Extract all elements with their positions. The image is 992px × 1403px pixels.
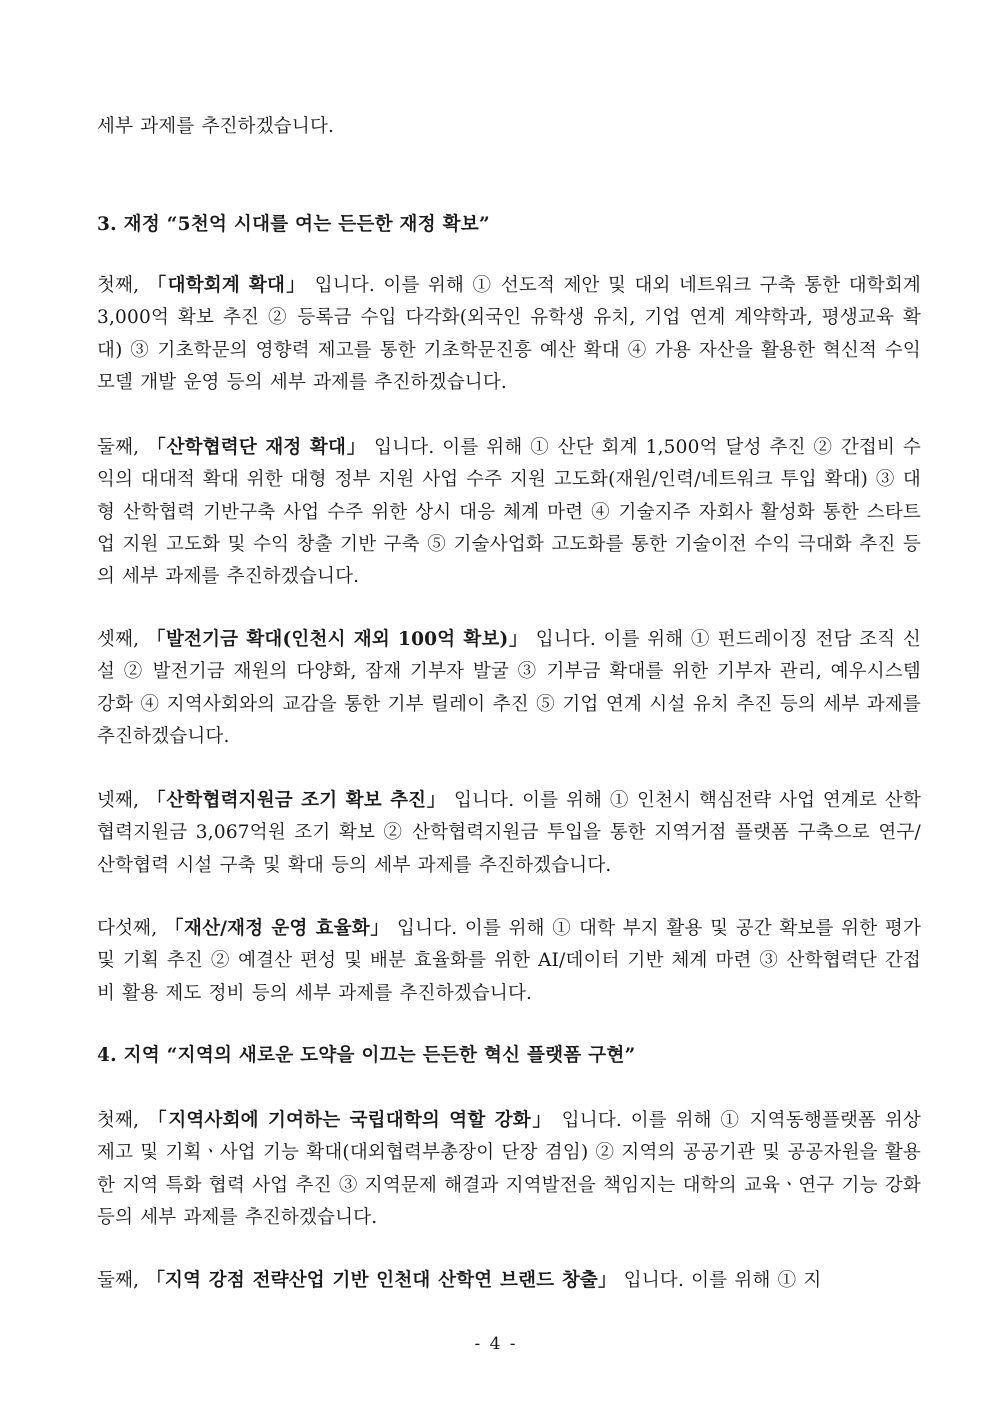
item-body: 입니다. 이를 위해 ① 지 (616, 1270, 822, 1291)
page-number: - 4 - (474, 1334, 518, 1354)
item-body: 입니다. 이를 위해 ① 인천시 핵심전략 사업 연계로 산학협력지원금 3,067억원 조기 확보 ② 산학협력지원금 투입을 통한 지역거점 플랫폼 구축으로 연구/산학협력 시설 구축 및 확대 등의 세부 과제를 추진하겠습니다. (97, 790, 922, 876)
item-body: 입니다. 이를 위해 ① 펀드레이징 전담 조직 신설 ② 발전기금 재원의 다양화, 잠재 기부자 발굴 ③ 기부금 확대를 위한 기부자 관리, 예우시스템 강화 ④ 지역사회와의 교감을 통한 기부 릴레이 추진 ⑤ 기업 연계 시설 유치 추진 등의 세부 과제를 추진하겠습니다. (97, 629, 921, 747)
section-3-item-2 (97, 432, 921, 593)
item-title: 「대학회계 확대」 (147, 275, 307, 296)
item-title: 「산학협력지원금 조기 확보 추진」 (146, 790, 447, 811)
section-4-heading: 4. 지역 “지역의 새로운 도약을 이끄는 든든한 혁신 플랫폼 구현” (97, 1045, 636, 1066)
item-lead: 다섯째, (97, 918, 165, 939)
item-lead: 둘째, (97, 437, 148, 458)
section-3-item-1 (97, 270, 921, 399)
section-4-item-1 (97, 1105, 921, 1234)
item-body: 입니다. 이를 위해 ① 선도적 제안 및 대외 네트워크 구축 통한 대학회계 3,000억 확보 추진 ② 등록금 수입 다각화(외국인 유학생 유치, 기업 연계 계약학과, 평생교육 확대) ③ 기초학문의 영향력 제고를 통한 기초학문진흥 예산 확대 ④ 가용 자산을 활용한 혁신적 수익 모델 개발 운영 등의 세부 과제를 추진하겠습니다. (97, 275, 922, 393)
section-3-item-3 (97, 624, 921, 753)
section-3-item-5 (97, 913, 921, 1010)
item-body: 입니다. 이를 위해 ① 지역동행플랫폼 위상 제고 및 기획ㆍ사업 기능 확대(대외협력부총장이 단장 겸임) ② 지역의 공공기관 및 공공자원을 활용한 지역 특화 협력 사업 추진 ③ 지역문제 해결과 지역발전을 책임지는 대학의 교육ㆍ연구 기능 강화 등의 세부 과제를 추진하겠습니다. (97, 1110, 922, 1228)
item-lead: 둘째, (97, 1270, 147, 1291)
item-title: 「재산/재정 운영 효율화」 (164, 918, 390, 939)
item-body: 입니다. 이를 위해 ① 산단 회계 1,500억 달성 추진 ② 간접비 수익의 대대적 확대 위한 대형 정부 지원 사업 수주 지원 고도화(재원/인력/네트워크 투입 확대) ③ 대형 산학협력 기반구축 사업 수주 위한 상시 대응 체계 마련 ④ 기술지주 자회사 활성화 통한 스타트업 지원 고도화 및 수익 창출 기반 구축 ⑤ 기술사업화 고도화를 통한 기술이전 수익 극대화 추진 등의 세부 과제를 추진하겠습니다. (97, 437, 921, 588)
item-title: 「발전기금 확대(인천시 재외 100억 확보)」 (146, 629, 529, 650)
document-page (97, 0, 921, 1403)
section-4-item-2 (97, 1265, 921, 1297)
item-lead: 셋째, (97, 629, 147, 650)
item-lead: 넷째, (97, 790, 147, 811)
item-lead: 첫째, (97, 1110, 148, 1131)
section-3-heading: 3. 재정 “5천억 시대를 여는 든든한 재정 확보” (97, 214, 490, 235)
intro-paragraph: 세부 과제를 추진하겠습니다. (97, 116, 335, 137)
item-title: 「지역 강점 전략산업 기반 인천대 산학연 브랜드 창출」 (146, 1270, 617, 1291)
item-title: 「지역사회에 기여하는 국립대학의 역할 강화」 (147, 1110, 553, 1131)
item-lead: 첫째, (97, 275, 148, 296)
item-title: 「산학협력단 재정 확대」 (147, 437, 367, 458)
section-3-item-4 (97, 785, 921, 882)
item-body: 입니다. 이를 위해 ① 대학 부지 활용 및 공간 확보를 위한 평가 및 기획 추진 ② 예결산 편성 및 배분 효율화를 위한 AI/데이터 기반 체계 마련 ③ 산학협력단 간접비 활용 제도 정비 등의 세부 과제를 추진하겠습니다. (97, 918, 922, 1004)
